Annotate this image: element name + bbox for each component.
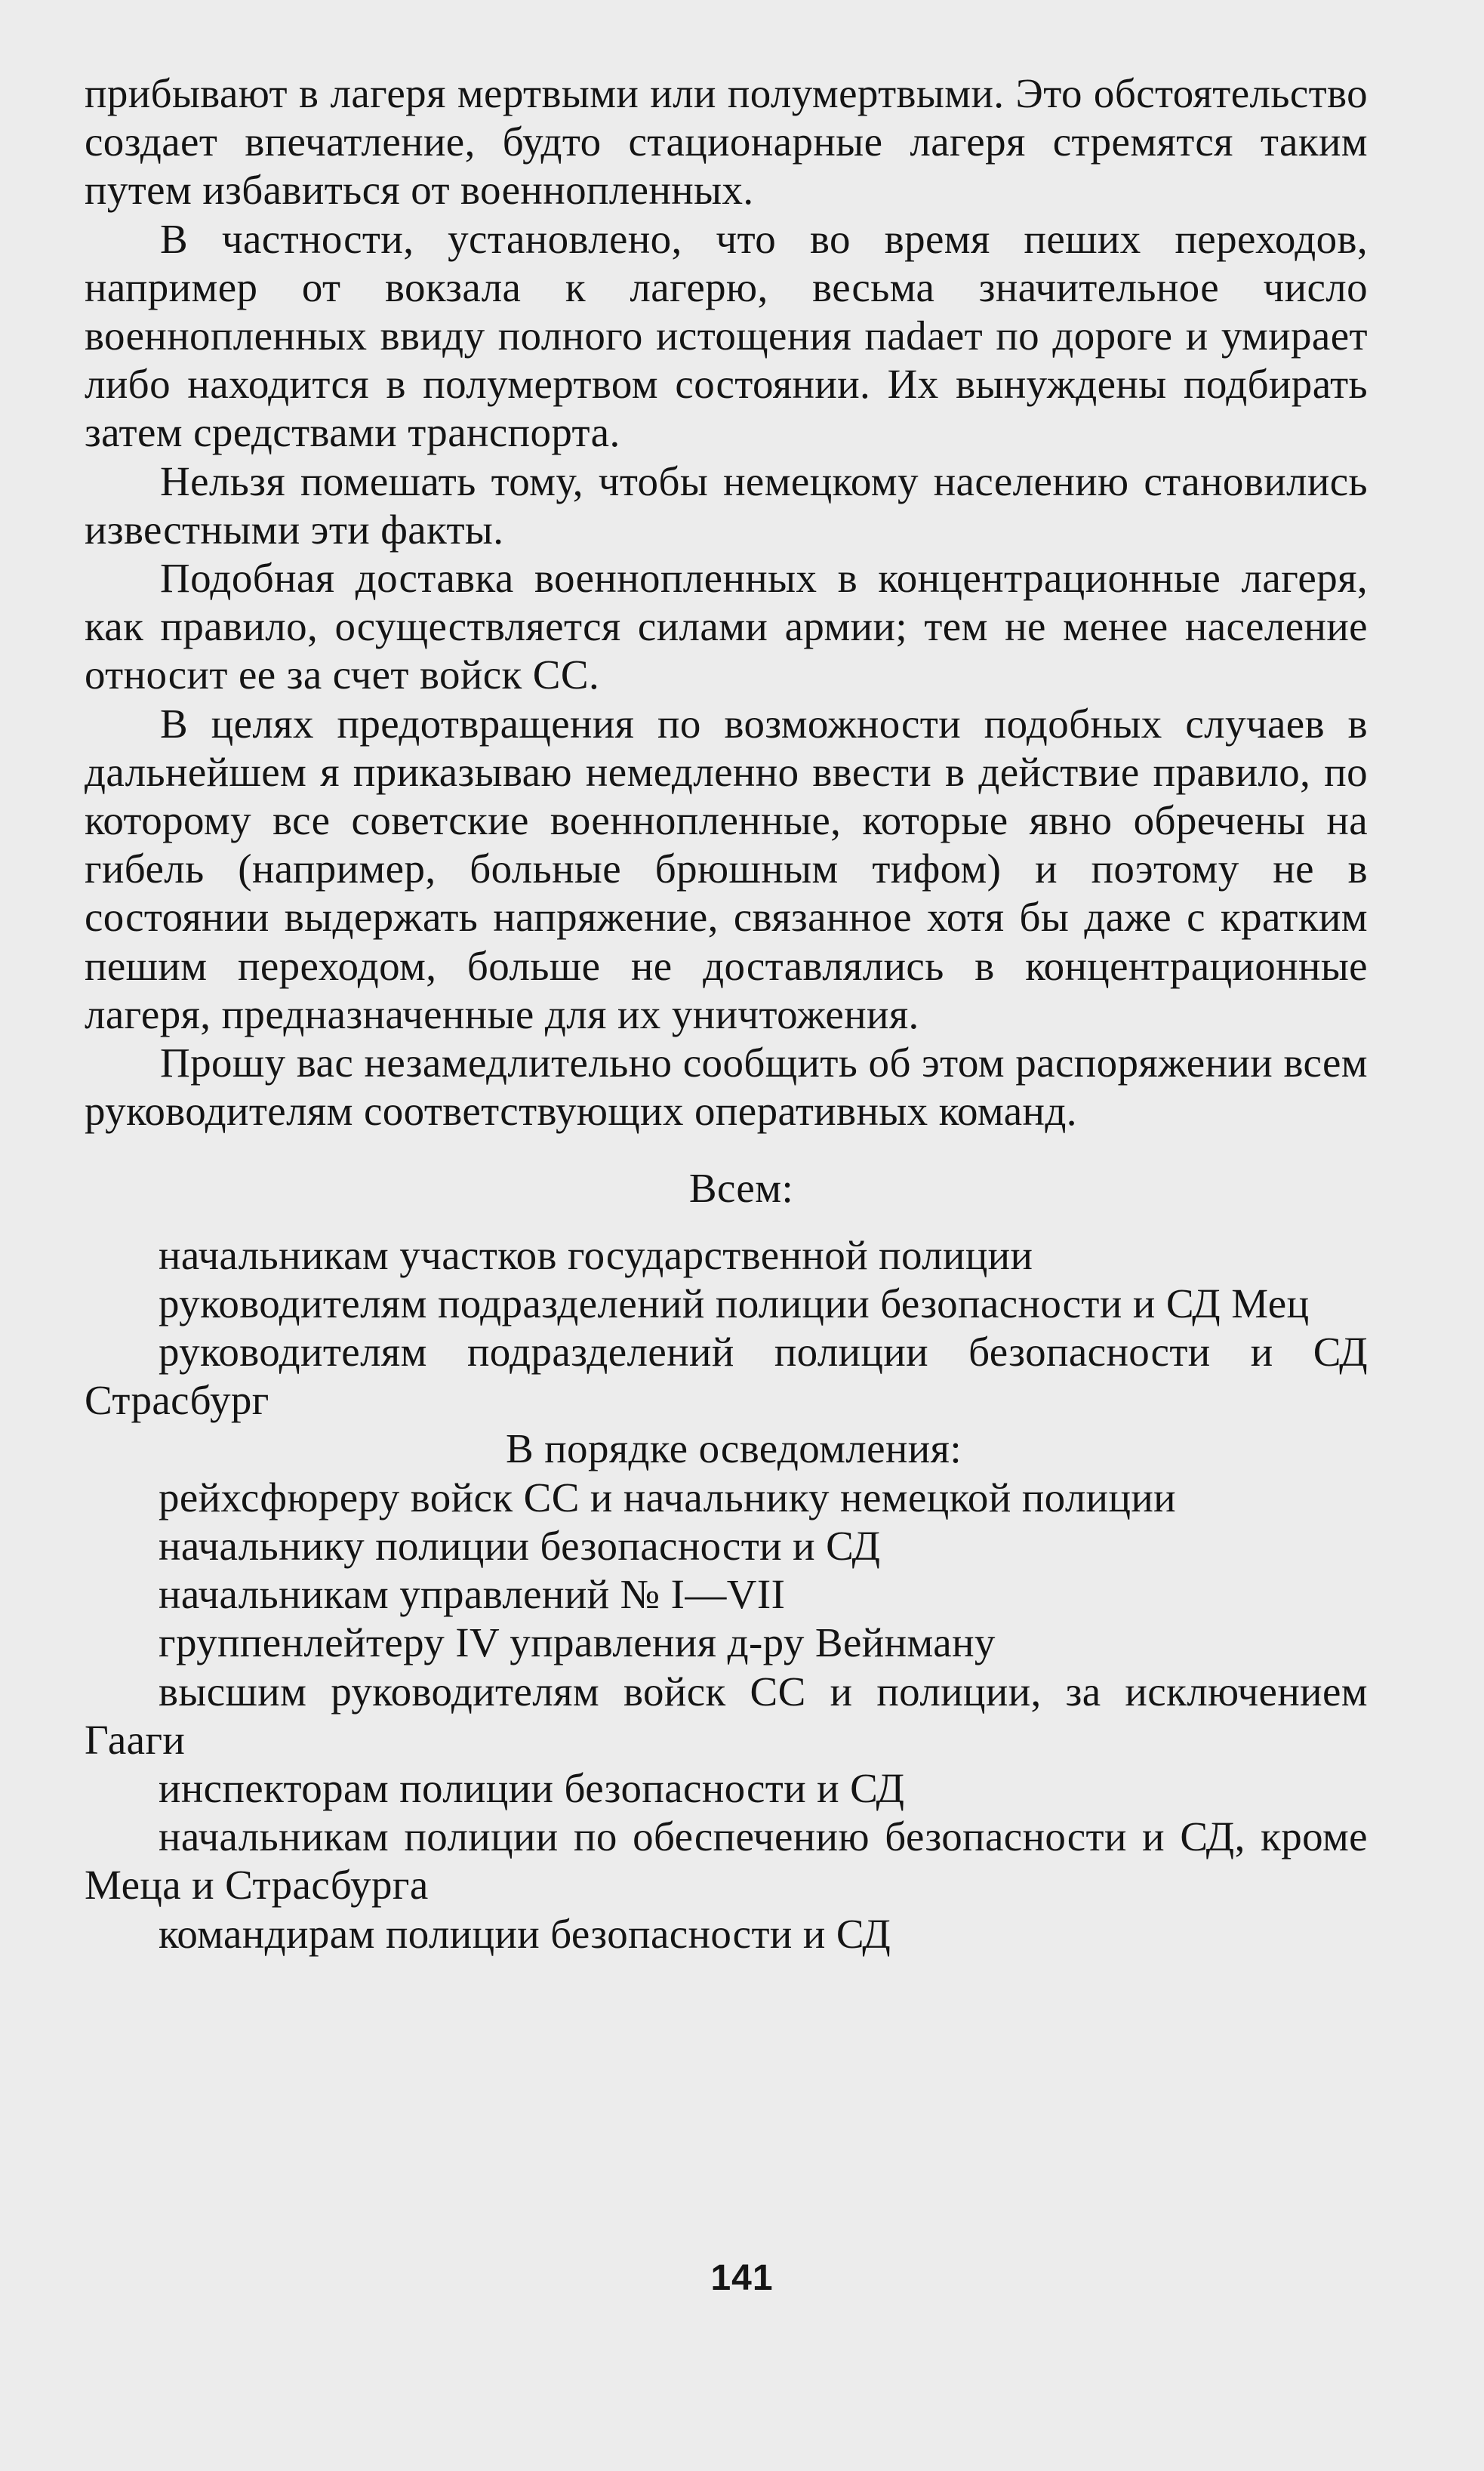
info-recipient-item: начальнику полиции безопасности и СД [159,1522,881,1569]
paragraph-4: Подобная доставка военнопленных в концентрационные лагеря, как правило, осуществляется силами армии; тем не менее население относит ее за счет войск СС. [85,555,1368,698]
paragraph-5: В целях предотвращения по возможности подобных случаев в дальнейшем я приказываю немедленно ввести в действие правило, по которому все советские военнопленные, которые явно обречены на гибель (например, больные брюшным тифом) и поэтому не в состоянии выдержать напряжение, связанное хотя бы даже с кратким пешим переходом, больше не доставлялись в концентрационные лагеря, предназначенные для их уничтожения. [85,700,1368,1037]
info-recipient-item: начальникам полиции по обеспечению безопасности и СД, кроме Меца и Страсбурга [85,1813,1368,1909]
recipients-heading: Всем: [688,1165,794,1212]
recipient-item: руководителям подразделений полиции безопасности и СД Мец [159,1280,1310,1326]
info-recipient-item: высшим руководителям войск СС и полиции, за исключением Гааги [85,1668,1368,1763]
info-recipients-heading: В порядке осведомления: [505,1425,962,1472]
info-recipient-item: рейхсфюреру войск СС и начальнику немецкой полиции [159,1474,1177,1520]
paragraph-2: В частности, установлено, что во время пеших переходов, например от вокзала к лагерю, весьма значительное число военнопленных ввиду полного истощения паdает по дороге и умирает либо находится в полумертвом состоянии. Их вынуждены подбирать затем средствами транспорта. [85,215,1368,456]
info-recipient-item: начальникам управлений № I—VII [159,1571,786,1618]
paragraph-1: прибывают в лагеря мертвыми или полумертвыми. Это обстоятельство создает впечатление, будто стационарные лагеря стремятся таким путем избавиться от военнопленных. [85,70,1368,214]
info-recipient-item: группенлейтеру IV управления д-ру Вейнману [159,1619,996,1666]
info-recipient-item: командирам полиции безопасности и СД [159,1910,891,1957]
paragraph-6: Прошу вас незамедлительно сообщить об этом распоряжении всем руководителям соответствующих оперативных команд. [85,1040,1368,1135]
page-text [85,69,1368,1958]
recipient-item: руководителям подразделений полиции безопасности и СД Страсбург [85,1329,1368,1424]
info-recipient-item: инспекторам полиции безопасности и СД [159,1764,905,1811]
paragraph-3: Нельзя помешать тому, чтобы немецкому населению становились известными эти факты. [85,458,1368,553]
recipient-item: начальникам участков государственной полиции [159,1231,1033,1278]
page-number: 141 [710,2258,774,2298]
